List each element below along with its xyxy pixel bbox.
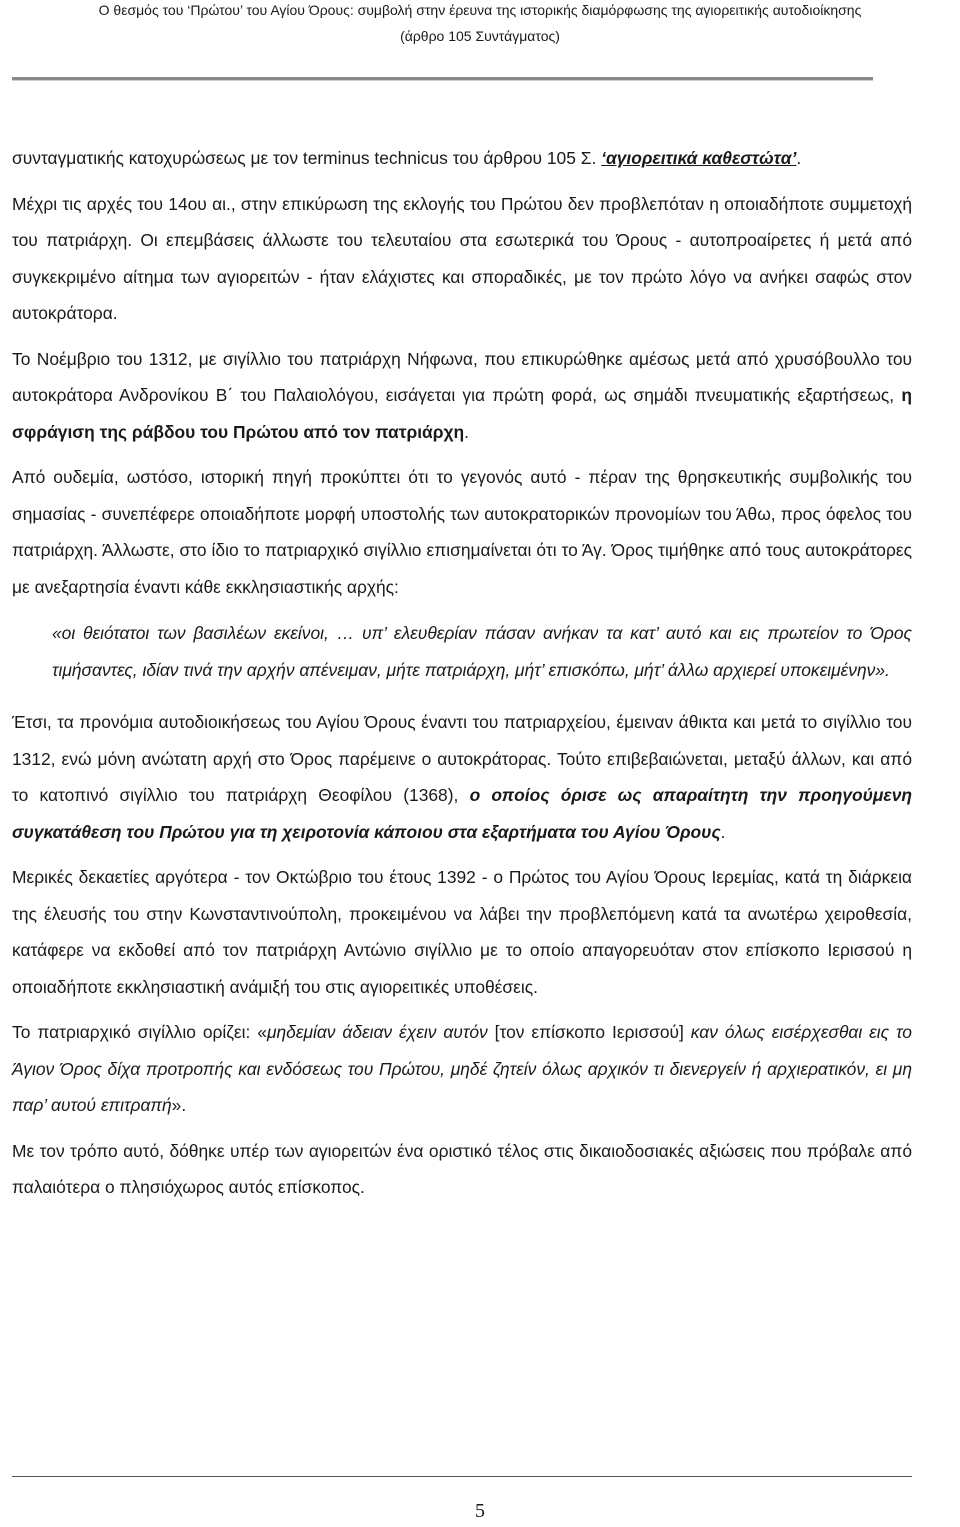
paragraph-2: Μέχρι τις αρχές του 14ου αι., στην επικύρωση της εκλογής του Πρώτου δεν προβλεπόταν η οποιαδήποτε συμμετοχή του πατριάρχη. Οι επεμβάσεις άλλωστε του τελευταίου στα εσωτερικά του Όρους - αυτοπροαίρετες ή μετά από συγκεκριμένο αίτημα των αγιορειτών - ήταν ελάχιστες και σποραδικές, με τον πρώτο λόγο να ανήκει σαφώς στον αυτοκράτορα. xyxy=(12,193,912,323)
paragraph-8: Με τον τρόπο αυτό, δόθηκε υπέρ των αγιορειτών ένα οριστικό τέλος στις δικαιοδοσιακές αξιώσεις που πρόβαλε από παλαιότερα ο πλησιόχωρος αυτός επίσκοπος. xyxy=(12,1140,912,1197)
paragraph-4: Από ουδεμία, ωστόσο, ιστορική πηγή προκύπτει ότι το γεγονός αυτό - πέραν της θρησκευτικής συμβολικής του σημασίας - συνεπέφερε οποιαδήποτε μορφή υποστολής των αυτοκρατορικών προνομίων του Άθω, προς όφελος του πατριάρχη. Άλλωστε, στο ίδιο το πατριαρχικό σιγίλλιο επισημαίνεται ότι το Άγ. Όρος τιμήθηκε από τους αυτοκράτορες με ανεξαρτησία έναντι κάθε εκκλησιαστικής αρχής: xyxy=(12,467,912,597)
header-subtitle: (άρθρο 105 Συντάγματος) xyxy=(400,28,560,44)
underlined-term: ‘αγιορειτικά καθεστώτα’ xyxy=(601,148,797,168)
paragraph-5: Έτσι, τα προνόμια αυτοδιοικήσεως του Αγίου Όρους έναντι του πατριαρχείου, έμειναν άθικτα και μετά το σιγίλλιο του 1312, ενώ μόνη ανώτατη αρχή στο Όρος παρέμεινε ο αυτοκράτορας. Τούτο επιβεβαιώνεται, μεταξύ άλλων, και από το κατοπινό σιγίλλιο του πατριάρχη Θεοφίλου (1368), ο οποίος όρισε ως απαραίτητη την προηγούμενη συγκατάθεση του Πρώτου για τη χειροτονία κάποιου στα εξαρτήματα του Αγίου Όρους. xyxy=(12,712,913,842)
document-body xyxy=(12,140,912,1215)
paragraph-3: Το Νοέμβριο του 1312, με σιγίλλιο του πατριάρχη Νήφωνα, που επικυρώθηκε αμέσως μετά από χρυσόβουλλο του αυτοκράτορα Ανδρονίκου Β΄ του Παλαιολόγου, εισάγεται για πρώτη φορά, ως σημάδι πνευματικής εξαρτήσεως, η σφράγιση της ράβδου του Πρώτου από τον πατριάρχη. xyxy=(12,348,912,442)
bold-phrase: η σφράγιση της ράβδου του Πρώτου από τον πατριάρχη xyxy=(12,385,912,442)
page-number: 5 xyxy=(475,1500,485,1522)
header-title: Ο θεσμός του ‘Πρώτου’ του Αγίου Όρους: συμβολή στην έρευνα της ιστορικής διαμόρφωσης της αγιορειτικής αυτοδιοίκησης xyxy=(98,2,862,18)
block-quote: «οι θειότατοι των βασιλέων εκείνοι, … υπ’ ελευθερίαν πάσαν ανήκαν τα κατ’ αυτό και εις πρωτείον το Όρος τιμήσαντες, ιδίαν τινά την αρχήν απένειμαν, μήτε πατριάρχη, μήτ’ επισκόπω, μήτ’ άλλω αρχιερεί υποκειμένην». xyxy=(52,623,912,680)
running-header xyxy=(0,0,960,47)
paragraph-7: Το πατριαρχικό σιγίλλιο ορίζει: «μηδεμίαν άδειαν έχειν αυτόν [τον επίσκοπο Ιερισσού] καν όλως εισέρχεσθαι εις το Άγιον Όρος δίχα προτροπής και ενδόσεως του Πρώτου, μηδέ ζητείν όλως αρχικόν τι διενεργείν ή αρχιερατικόν, ει μη παρ’ αυτού επιτραπή». xyxy=(12,1022,912,1115)
header-rule xyxy=(12,77,873,81)
footer-rule xyxy=(12,1476,912,1477)
paragraph-6: Μερικές δεκαετίες αργότερα - τον Οκτώβριο του έτους 1392 - ο Πρώτος του Αγίου Όρους Ιερεμίας, κατά τη διάρκεια της έλευσής του στην Κωνσταντινούπολη, προκειμένου να λάβει την προβλεπόμενη κατά τα ανωτέρω χειροθεσία, κατάφερε να εκδοθεί από τον πατριάρχη Αντώνιο σιγίλλιο με το οποίο απαγορευόταν στον επίσκοπο Ιερισσού η οποιαδήποτε εκκλησιαστική ανάμιξή του στις αγιορειτικές υποθέσεις. xyxy=(12,867,912,997)
paragraph-1: συνταγματικής κατοχυρώσεως με τον terminus technicus του άρθρου 105 Σ. ‘αγιορειτικά καθεστώτα’. xyxy=(12,148,802,168)
bold-italic-phrase: ο οποίος όρισε ως απαραίτητη την προηγούμενη συγκατάθεση του Πρώτου για τη χειροτονία κάποιου στα εξαρτήματα του Αγίου Όρους xyxy=(12,785,913,842)
